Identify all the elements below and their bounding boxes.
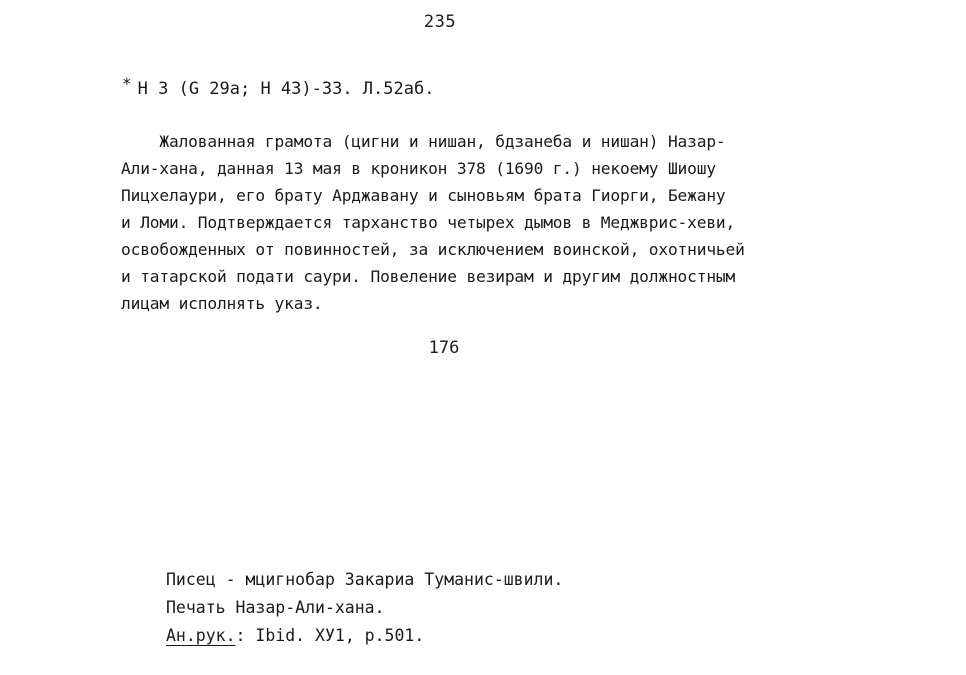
summary-line: Пицхелаури, его брату Арджавану и сыновьям брата Гиорги, Бежану: [121, 186, 726, 205]
reference-text: Н 3 (G 29а; Н 43)-33. Л.52аб.: [137, 79, 435, 99]
scribe-note: Писец - мцигнобар Закариа Туманис-швили.: [166, 570, 564, 589]
document-number: 176: [428, 338, 460, 358]
archive-reference: [122, 74, 434, 99]
page-number: 235: [423, 12, 457, 32]
document-summary: [121, 128, 861, 317]
summary-line: и татарской подати саури. Повеление везирам и другим должностным: [121, 267, 736, 286]
summary-line: Али-хана, данная 13 мая в кроникон 378 (1690 г.) некоему Шиошу: [121, 159, 716, 178]
publication-text: : Ibid. XУ1, p.501.: [235, 626, 425, 645]
publication-note: [166, 622, 563, 650]
summary-line: освобожденных от повинностей, за исключением воинской, охотничьей: [121, 240, 745, 259]
seal-note: Печать Назар-Али-хана.: [166, 598, 385, 617]
summary-line: лицам исполнять указ.: [121, 294, 323, 313]
document-notes: [166, 566, 563, 650]
summary-line: Жалованная грамота (цигни и нишан, бдзанеба и нишан) Назар-: [121, 132, 726, 151]
footnote-star: *: [122, 74, 132, 93]
summary-line: и Ломи. Подтверждается тарханство четырех дымов в Меджврис-хеви,: [121, 213, 736, 232]
publication-label: Ан.рук.: [166, 626, 236, 645]
